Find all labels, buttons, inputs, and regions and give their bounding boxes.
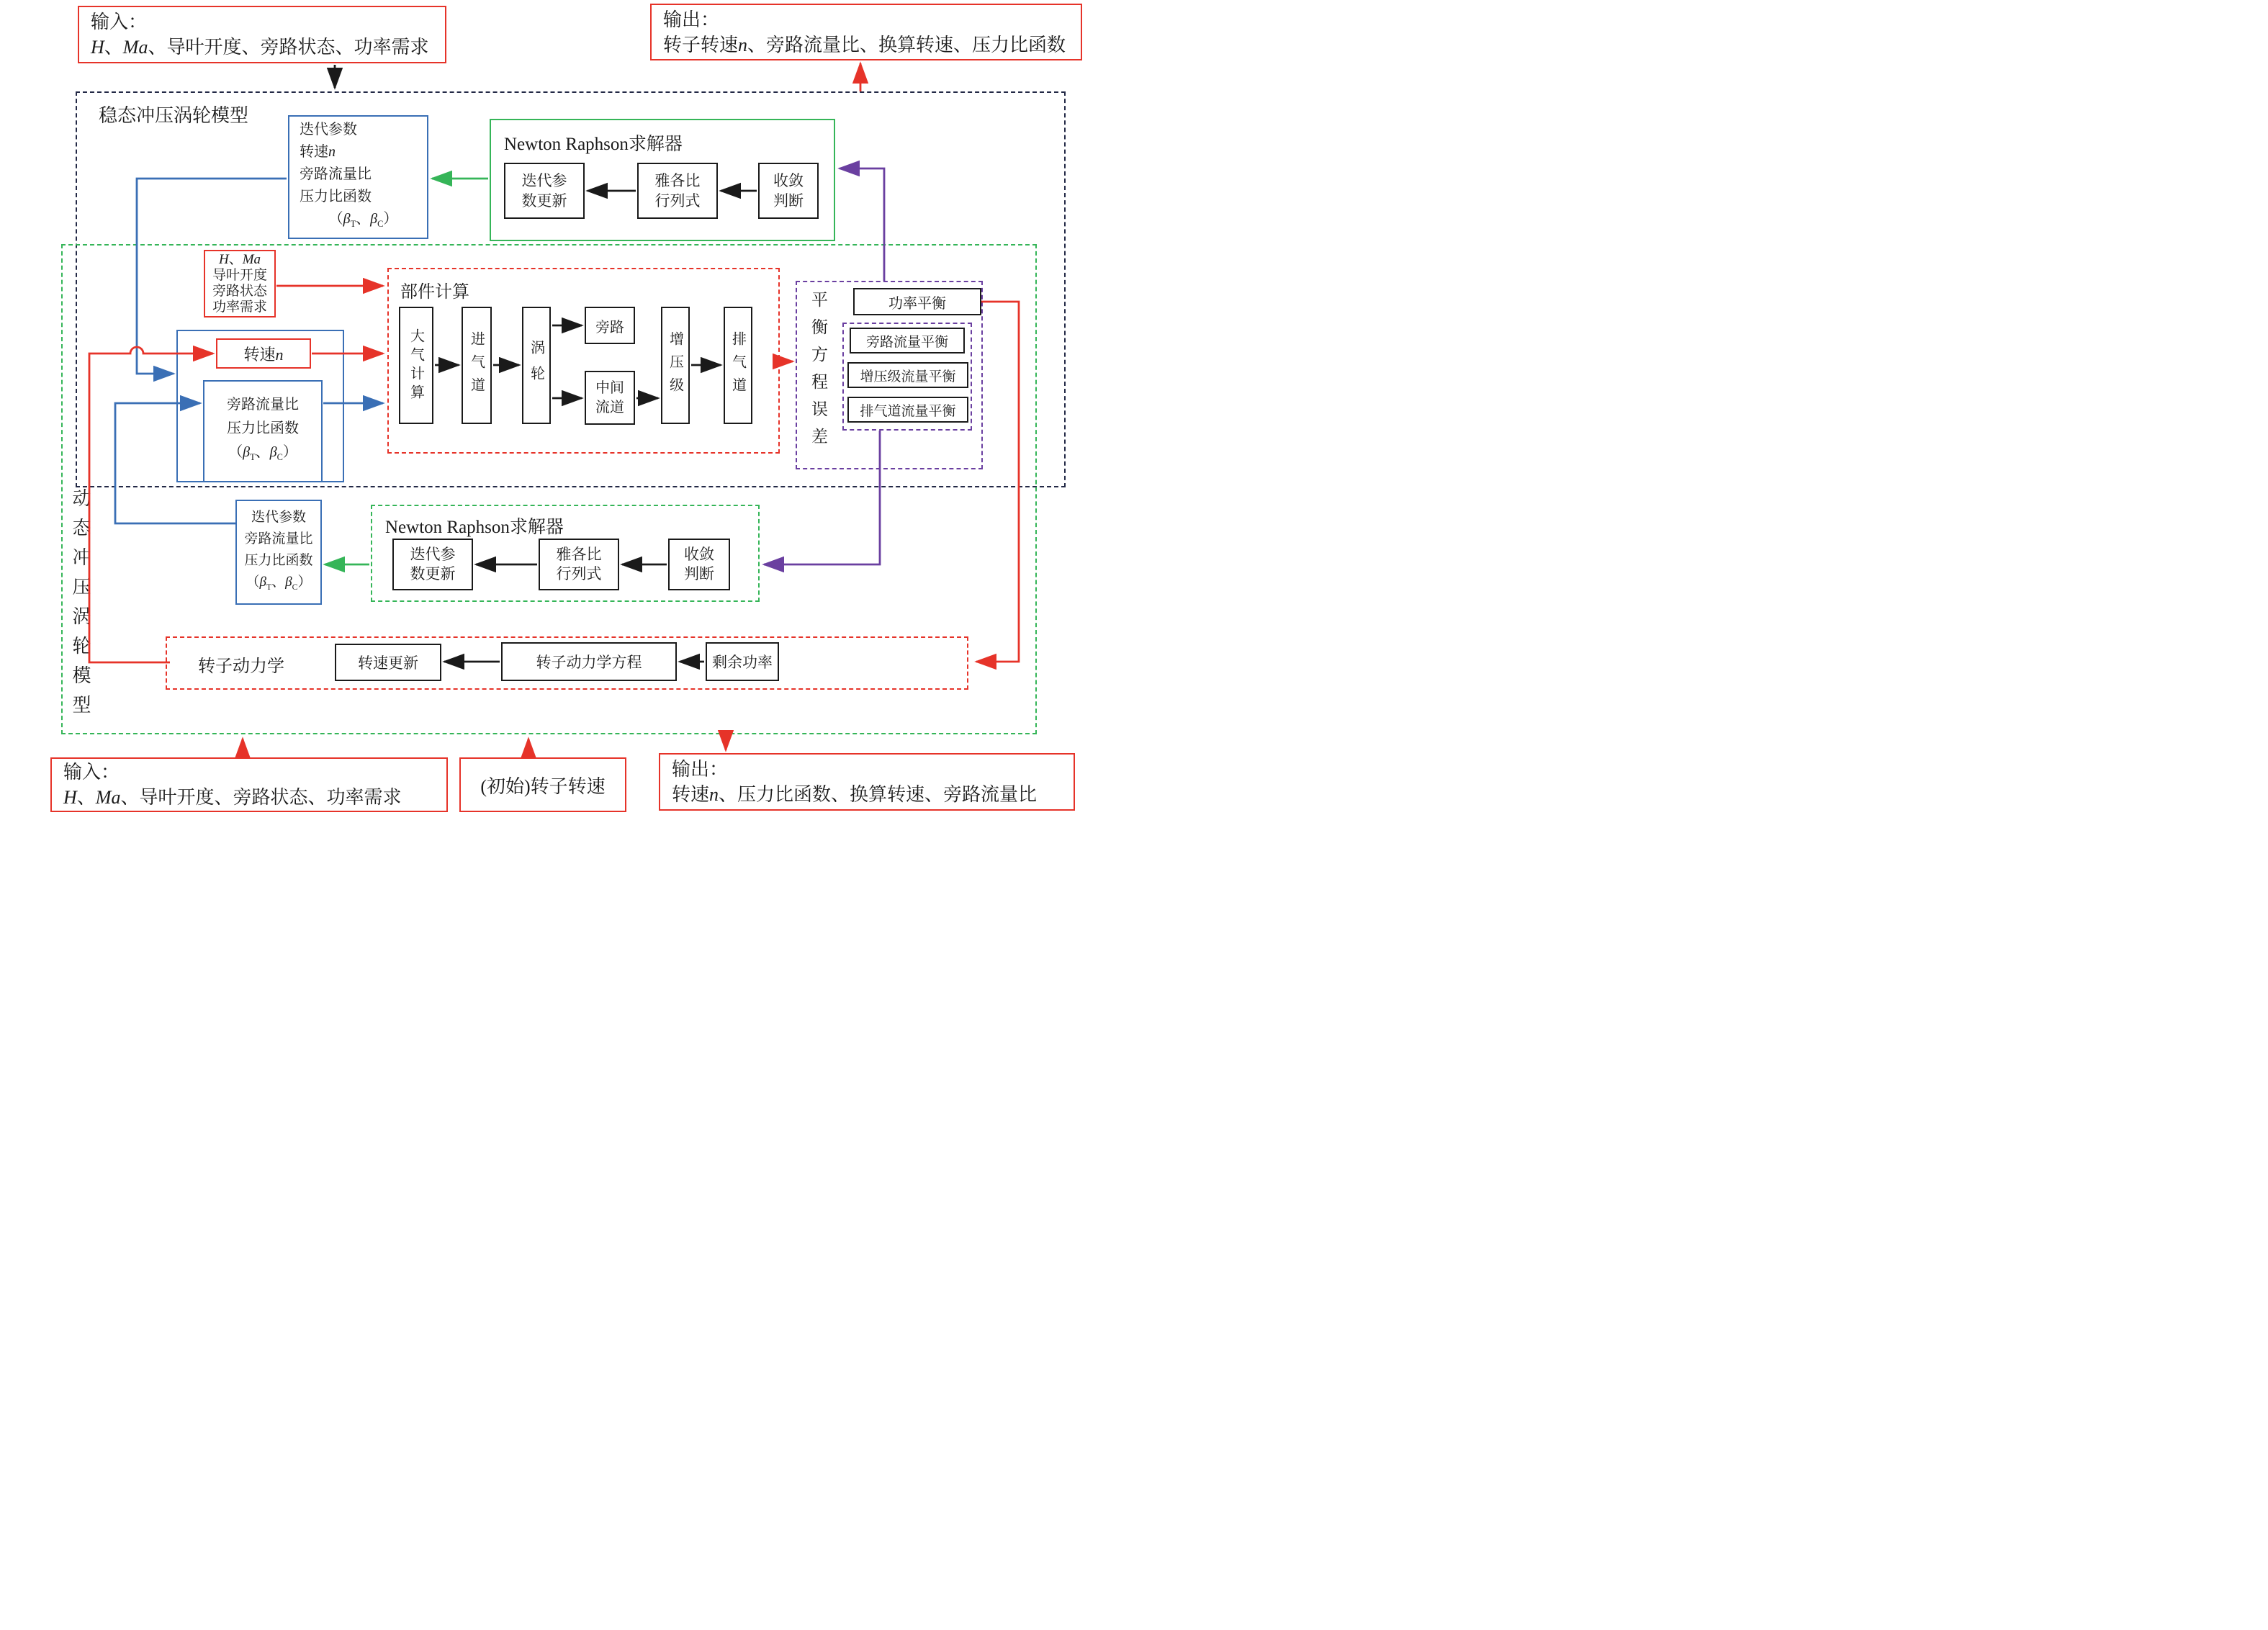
output-top-box [650, 4, 1082, 60]
rotor-dynamics-label: 转子动力学 [198, 657, 284, 676]
dyn-iter-line3: 压力比函数 [244, 552, 313, 568]
steady-iter-beta: （$\beta_T$、$\beta_C$） [328, 211, 398, 229]
speed-update-text: 转速更新 [358, 654, 418, 672]
output-top-rest: 、旁路流量比、换算转速、压力比函数 [747, 34, 1066, 55]
output-top-label: 输出： [663, 9, 720, 30]
mid-inputs-box [204, 250, 276, 318]
booster-flow-balance-box [847, 362, 968, 388]
input-bottom-ma: Ma [95, 787, 121, 808]
nr1-converge-l2: 判断 [773, 192, 804, 210]
input-top-rest: 、导叶开度、旁路状态、功率需求 [148, 37, 429, 58]
output-bottom-label: 输出： [672, 759, 729, 780]
nr2-jacobian-l1: 雅各比 [556, 546, 602, 563]
input-bottom-label: 输入： [63, 762, 120, 783]
steady-model-label: 稳态冲压涡轮模型 [99, 105, 249, 126]
mid-inputs-l3: 旁路状态 [212, 284, 267, 299]
newton-raphson-dynamic-title: Newton Raphson求解器 [385, 518, 564, 537]
output-bottom-box [659, 753, 1075, 811]
steady-iter-line3: 旁路流量比 [300, 166, 372, 182]
surplus-power-text: 剩余功率 [712, 654, 773, 671]
booster-stage-text: 增压级 [667, 330, 683, 400]
nr2-update-box [392, 539, 473, 590]
input-top-ma: Ma [122, 37, 148, 58]
nr2-convergence-box [668, 539, 730, 590]
rotor-equation-text: 转子动力学方程 [536, 654, 642, 671]
dynamic-model-label: 动态冲压涡轮模型 [70, 488, 91, 724]
input-bottom-rest: 、导叶开度、旁路状态、功率需求 [120, 787, 402, 808]
output-bottom-rest: 、压力比函数、换算转速、旁路流量比 [719, 784, 1038, 805]
nr2-converge-l1: 收敛 [684, 546, 714, 563]
dyn-iter-line1: 迭代参数 [251, 509, 306, 525]
output-bottom-n: n [709, 784, 719, 805]
bypass-ratio-box [203, 380, 323, 482]
nr1-convergence-box [758, 163, 819, 219]
exhaust-duct-text: 排气道 [729, 330, 746, 400]
newton-raphson-steady-title: Newton Raphson求解器 [504, 135, 683, 154]
mid-inputs-l1: H、Ma [218, 252, 261, 267]
nr1-update-l1: 迭代参 [521, 172, 567, 189]
steady-iter-line4: 压力比函数 [300, 189, 372, 204]
nr1-update-box [504, 163, 585, 219]
nr1-jacobian-l1: 雅各比 [654, 172, 701, 189]
input-bottom-box [50, 757, 448, 812]
nr2-converge-l2: 判断 [684, 565, 714, 582]
dyn-iter-beta: （$\beta_T$、$\beta_C$） [246, 574, 312, 592]
initial-rotor-speed-text: (初始)转子转速 [480, 775, 606, 797]
nr1-converge-l1: 收敛 [773, 172, 804, 189]
initial-rotor-speed-box [459, 757, 626, 812]
nr1-jacobian-box [637, 163, 718, 219]
input-bottom-sep: 、 [76, 787, 96, 808]
booster-flow-balance-text: 增压级流量平衡 [860, 369, 956, 384]
nr2-jacobian-l2: 行列式 [556, 565, 602, 582]
bypass-text: 旁路 [595, 319, 624, 336]
component-calc-title: 部件计算 [400, 283, 469, 302]
rotor-equation-box [501, 642, 677, 681]
exhaust-flow-balance-box [847, 397, 968, 423]
dynamic-iteration-params-box [235, 500, 322, 605]
bypass-flow-balance-box [850, 328, 965, 354]
input-top-box [78, 6, 446, 63]
power-balance-text: 功率平衡 [888, 295, 946, 312]
steady-iter-line1: 迭代参数 [300, 122, 357, 138]
atmosphere-calc-box [399, 307, 433, 424]
bypass-flow-balance-text: 旁路流量平衡 [865, 334, 948, 350]
nr1-jacobian-l2: 行列式 [654, 192, 701, 210]
nr2-update-l2: 数更新 [410, 565, 456, 582]
turbine-box [522, 307, 551, 424]
exhaust-flow-balance-text: 排气道流量平衡 [860, 403, 956, 419]
bypass-ratio-l2: 压力比函数 [227, 420, 299, 436]
mid-channel-l2: 流道 [595, 399, 624, 415]
input-bottom-h: H [63, 787, 77, 808]
inlet-box [462, 307, 492, 424]
mid-inputs-l4: 功率需求 [212, 300, 267, 315]
output-top-n: n [738, 34, 748, 55]
balance-error-label: 平衡方程误差 [809, 291, 827, 455]
turbine-text: 涡轮 [528, 339, 544, 392]
input-top-sep: 、 [104, 37, 123, 58]
power-balance-box [853, 288, 981, 315]
input-top-label: 输入： [91, 12, 148, 32]
mid-channel-l1: 中间 [595, 379, 624, 396]
steady-iter-line2: 转速n [300, 144, 336, 160]
bypass-box [585, 307, 635, 344]
output-bottom-pre: 转速 [672, 784, 710, 805]
speed-n-box [216, 338, 311, 369]
nr2-update-l1: 迭代参 [410, 546, 456, 563]
ramjet-turbine-model-diagram [0, 0, 1134, 815]
atmosphere-calc-text: 大气计算 [408, 328, 424, 403]
booster-stage-box [661, 307, 690, 424]
bypass-ratio-l1: 旁路流量比 [227, 397, 299, 413]
mid-channel-box [585, 371, 635, 425]
nr1-update-l2: 数更新 [521, 192, 567, 210]
speed-n-text: 转速n [243, 345, 284, 364]
dyn-iter-line2: 旁路流量比 [244, 531, 313, 546]
speed-update-box [335, 644, 441, 681]
exhaust-duct-box [724, 307, 752, 424]
steady-iteration-params-box [288, 115, 428, 239]
mid-inputs-l2: 导叶开度 [212, 268, 267, 283]
inlet-text: 进气道 [468, 330, 485, 400]
bypass-ratio-beta: （$\beta_T$、$\beta_C$） [228, 444, 297, 462]
nr2-jacobian-box [539, 539, 619, 590]
input-top-h: H [91, 37, 104, 58]
surplus-power-box [706, 642, 779, 681]
output-top-pre: 转子转速 [663, 34, 739, 55]
